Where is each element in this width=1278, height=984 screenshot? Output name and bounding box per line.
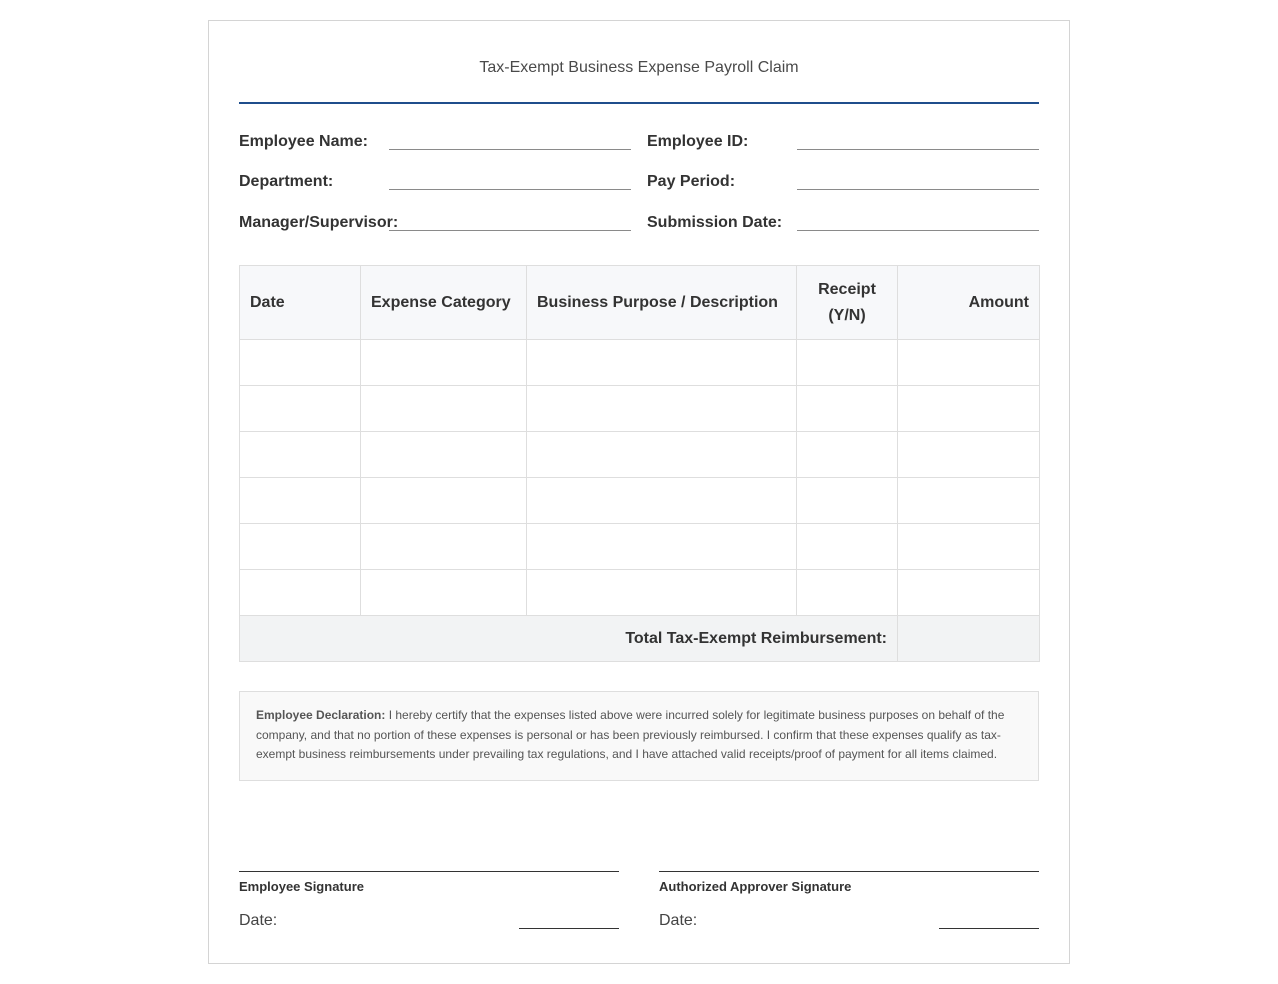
date-cell[interactable]	[240, 386, 361, 432]
title-divider	[239, 102, 1039, 104]
submission-date-label: Submission Date:	[647, 214, 783, 231]
receipt-cell[interactable]	[797, 340, 898, 386]
purpose-cell[interactable]	[527, 386, 797, 432]
header-receipt	[797, 266, 898, 340]
amount-cell[interactable]	[898, 478, 1040, 524]
receipt-cell[interactable]	[797, 432, 898, 478]
category-cell[interactable]	[361, 478, 527, 524]
manager-label: Manager/Supervisor:	[239, 214, 399, 231]
amount-cell[interactable]	[898, 386, 1040, 432]
category-cell[interactable]	[361, 524, 527, 570]
table-row	[240, 524, 1040, 570]
amount-cell[interactable]	[898, 432, 1040, 478]
manager-field[interactable]	[389, 230, 631, 231]
total-amount-cell[interactable]	[898, 616, 1040, 662]
employee-id-label: Employee ID:	[647, 133, 749, 150]
table-row	[240, 570, 1040, 616]
table-row	[240, 340, 1040, 386]
header-expense-category: Expense Category	[361, 266, 527, 340]
category-cell[interactable]	[361, 432, 527, 478]
employee-id-field[interactable]	[797, 149, 1039, 150]
amount-cell[interactable]	[898, 570, 1040, 616]
table-row	[240, 478, 1040, 524]
form-title: Tax-Exempt Business Expense Payroll Claim	[479, 59, 799, 76]
purpose-cell[interactable]	[527, 340, 797, 386]
header-receipt-line1: Receipt	[818, 280, 876, 298]
department-field[interactable]	[389, 189, 631, 190]
employee-signature-label: Employee Signature	[239, 879, 364, 894]
approver-signature-line[interactable]	[659, 871, 1039, 872]
total-label: Total Tax-Exempt Reimbursement:	[240, 616, 898, 662]
receipt-cell[interactable]	[797, 386, 898, 432]
date-cell[interactable]	[240, 432, 361, 478]
employee-declaration	[239, 691, 1039, 781]
purpose-cell[interactable]	[527, 524, 797, 570]
total-row	[240, 616, 1040, 662]
date-cell[interactable]	[240, 524, 361, 570]
receipt-cell[interactable]	[797, 524, 898, 570]
amount-cell[interactable]	[898, 340, 1040, 386]
purpose-cell[interactable]	[527, 432, 797, 478]
expense-table	[239, 265, 1040, 662]
approver-signature-label: Authorized Approver Signature	[659, 879, 852, 894]
submission-date-field[interactable]	[797, 230, 1039, 231]
header-amount: Amount	[898, 266, 1040, 340]
pay-period-label: Pay Period:	[647, 173, 736, 190]
employee-name-label: Employee Name:	[239, 133, 368, 150]
claim-form-page	[208, 20, 1070, 964]
date-cell[interactable]	[240, 570, 361, 616]
date-cell[interactable]	[240, 340, 361, 386]
header-date: Date	[240, 266, 361, 340]
approver-date-line[interactable]	[939, 928, 1039, 929]
amount-cell[interactable]	[898, 524, 1040, 570]
header-business-purpose: Business Purpose / Description	[527, 266, 797, 340]
employee-date-label: Date:	[239, 912, 278, 929]
header-receipt-line2: (Y/N)	[828, 306, 866, 324]
category-cell[interactable]	[361, 570, 527, 616]
expense-rows	[240, 340, 1040, 616]
employee-name-field[interactable]	[389, 149, 631, 150]
table-header-row	[240, 266, 1040, 340]
purpose-cell[interactable]	[527, 570, 797, 616]
purpose-cell[interactable]	[527, 478, 797, 524]
receipt-cell[interactable]	[797, 478, 898, 524]
category-cell[interactable]	[361, 340, 527, 386]
category-cell[interactable]	[361, 386, 527, 432]
receipt-cell[interactable]	[797, 570, 898, 616]
table-row	[240, 386, 1040, 432]
department-label: Department:	[239, 173, 334, 190]
table-row	[240, 432, 1040, 478]
employee-signature-line[interactable]	[239, 871, 619, 872]
employee-date-line[interactable]	[519, 928, 619, 929]
pay-period-field[interactable]	[797, 189, 1039, 190]
declaration-text: I hereby certify that the expenses listed above were incurred solely for legitimate business purposes on behalf of the company, and that no portion of these expenses is personal or has been previously reimbursed. I confirm that these expenses qualify as tax-exempt business reimbursements under prevailing tax regulations, and I have attached valid receipts/proof of payment for all items claimed.	[256, 708, 1005, 761]
date-cell[interactable]	[240, 478, 361, 524]
approver-date-label: Date:	[659, 912, 698, 929]
declaration-lead: Employee Declaration:	[256, 708, 386, 722]
